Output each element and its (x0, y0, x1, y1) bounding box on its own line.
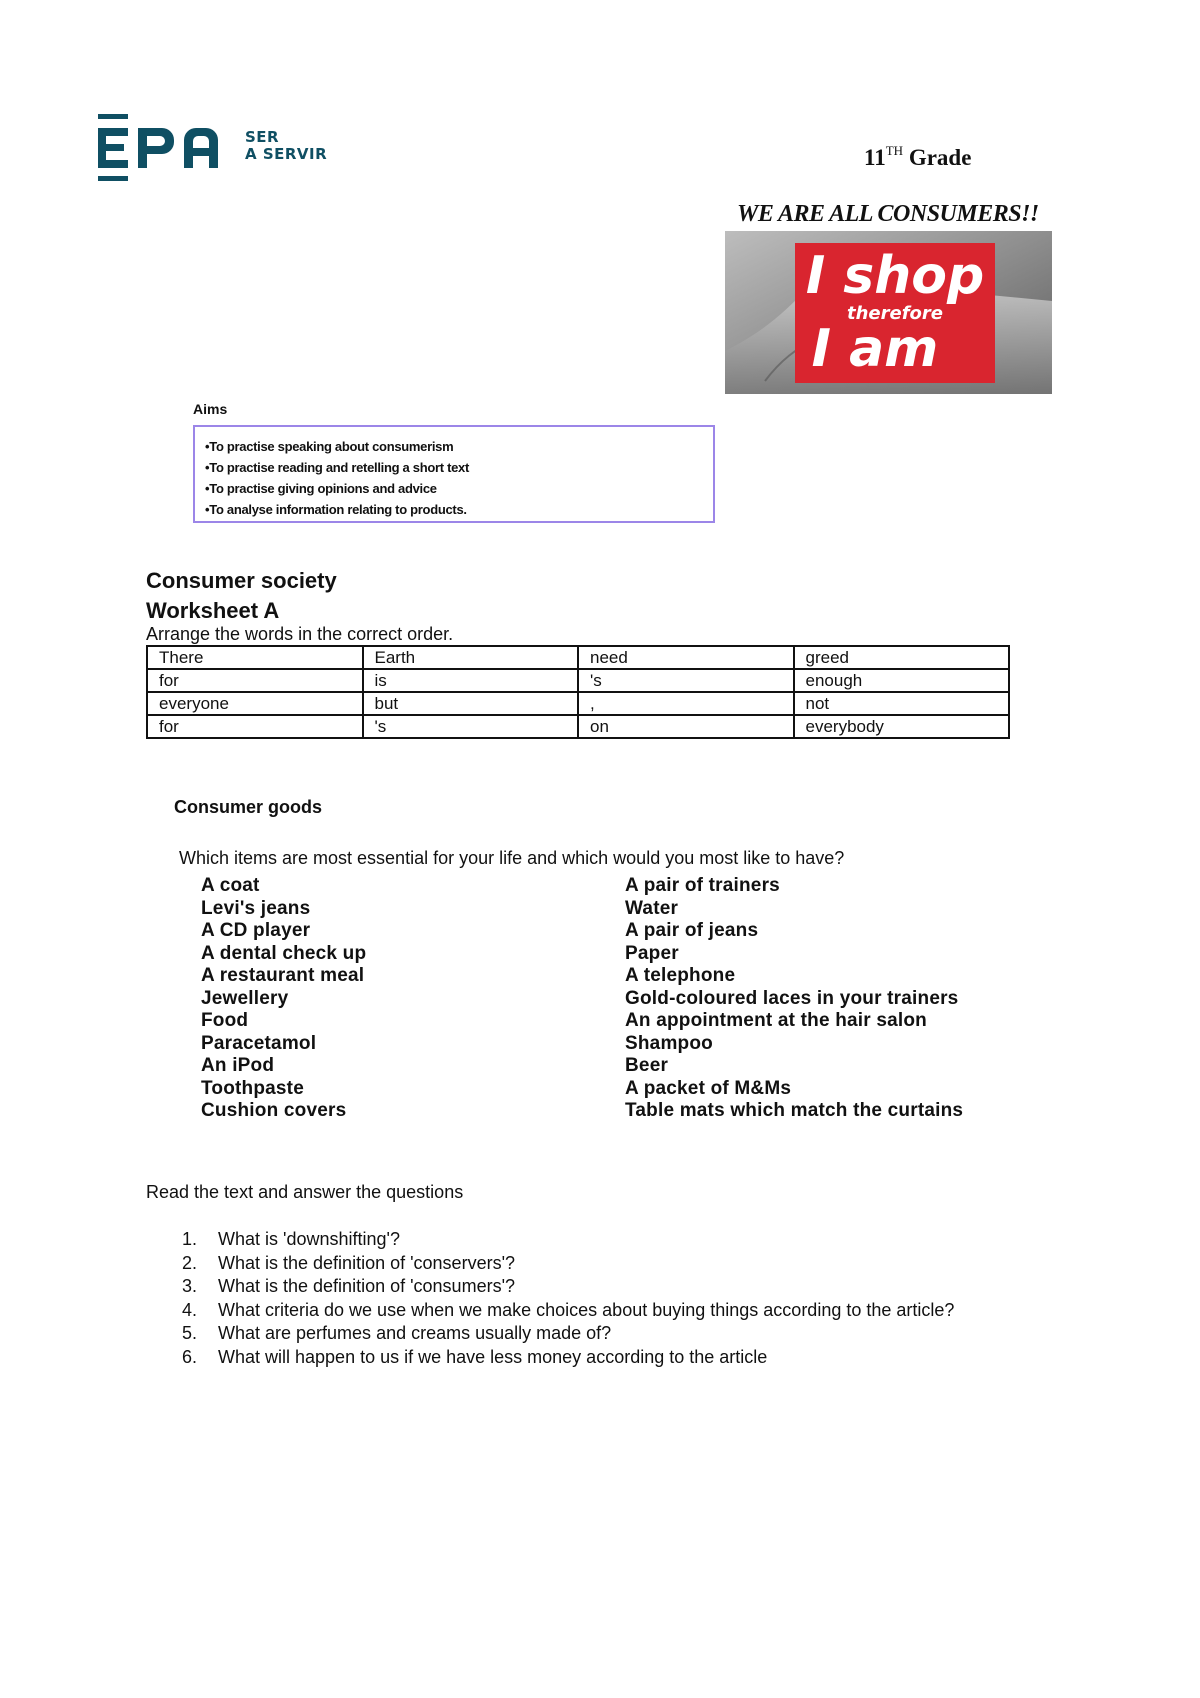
table-cell: enough (794, 669, 1010, 692)
table-cell: not (794, 692, 1010, 715)
list-item: A dental check up (201, 942, 367, 964)
question-text: What are perfumes and creams usually made of? (218, 1323, 612, 1343)
worksheet-heading (146, 566, 337, 626)
question-text: What criteria do we use when we make choices about buying things according to the article? (218, 1299, 955, 1320)
consumer-goods-question: Which items are most essential for your life and which would you most like to have? (179, 848, 845, 868)
aims-title: Aims (193, 401, 228, 417)
aims-list (195, 427, 713, 520)
list-item: Paracetamol (201, 1032, 317, 1054)
question-text: What is the definition of 'consumers'? (218, 1276, 516, 1296)
i-shop-therefore-i-am-image (725, 231, 1052, 394)
grade-word: Grade (908, 145, 972, 170)
worksheet-subtitle: Worksheet A (146, 598, 280, 623)
shop-text-line-1: I shop (805, 246, 985, 306)
question-item: 2. What is the definition of 'conservers'? (182, 1252, 516, 1273)
goods-list-left (201, 875, 366, 1123)
logo-tagline (245, 129, 327, 163)
table-cell: There (147, 646, 363, 669)
list-item: Food (201, 1010, 249, 1031)
tagline-line-1: SER (245, 128, 280, 146)
grade-number: 11 (864, 145, 886, 170)
table-cell: need (578, 646, 794, 669)
list-item: A CD player (201, 920, 311, 941)
list-item: A restaurant meal (201, 965, 365, 986)
word-order-table (146, 645, 1010, 739)
question-item: 1. What is 'downshifting'? (182, 1229, 400, 1249)
table-cell: Earth (363, 646, 579, 669)
question-item: 5. What are perfumes and creams usually made of? (182, 1323, 612, 1343)
table-row (147, 669, 1009, 692)
question-text: What will happen to us if we have less money according to the article (218, 1346, 768, 1367)
list-item: Shampoo (625, 1032, 713, 1054)
table-cell: , (578, 692, 794, 715)
table-cell: for (147, 715, 363, 738)
table-cell: 's (578, 669, 794, 692)
list-item: Toothpaste (201, 1077, 304, 1099)
question-item: 6. What will happen to us if we have less money according to the article (182, 1346, 768, 1367)
table-cell: 's (363, 715, 579, 738)
question-item: 4. What criteria do we use when we make choices about buying things according to the article? (182, 1299, 955, 1320)
question-text: What is the definition of 'conservers'? (218, 1252, 516, 1273)
list-item: A packet of M&Ms (625, 1077, 792, 1099)
list-item: Levi's jeans (201, 897, 311, 919)
table-row (147, 646, 1009, 669)
table-cell: but (363, 692, 579, 715)
list-item: A telephone (625, 965, 736, 986)
list-item: A coat (201, 875, 260, 896)
consumer-goods-title: Consumer goods (174, 797, 323, 817)
tagline-line-2: A SERVIR (245, 145, 328, 163)
shop-text-line-2: therefore (847, 303, 943, 324)
table-cell: for (147, 669, 363, 692)
table-row (147, 715, 1009, 738)
list-item: Table mats which match the curtains (625, 1100, 964, 1121)
slogan: WE ARE ALL CONSUMERS!! (737, 201, 1039, 227)
table-cell: everybody (794, 715, 1010, 738)
table-cell: is (363, 669, 579, 692)
reading-instruction: Read the text and answer the questions (146, 1182, 464, 1202)
epa-logo (98, 110, 378, 185)
list-item: Cushion covers (201, 1100, 347, 1121)
table-cell: greed (794, 646, 1010, 669)
table-cell: on (578, 715, 794, 738)
list-item: An appointment at the hair salon (625, 1010, 927, 1031)
list-item: An iPod (201, 1055, 275, 1076)
shop-text-line-3: I am (811, 319, 939, 379)
question-item: 3. What is the definition of 'consumers'? (182, 1276, 516, 1296)
aims-item: • To practise giving opinions and advice (205, 478, 713, 499)
list-item: Jewellery (201, 987, 289, 1009)
list-item: Paper (625, 942, 679, 964)
worksheet-title: Consumer society (146, 568, 337, 593)
worksheet-instruction: Arrange the words in the correct order. (146, 624, 454, 644)
aims-box (193, 425, 715, 523)
aims-item: • To practise reading and retelling a short text (205, 457, 713, 478)
aims-item: • To practise speaking about consumerism (205, 436, 713, 457)
table-row (147, 692, 1009, 715)
list-item: A pair of trainers (625, 875, 780, 896)
goods-list-right (625, 875, 963, 1123)
list-item: Gold-coloured laces in your trainers (625, 987, 959, 1009)
list-item: A pair of jeans (625, 920, 759, 941)
list-item: Water (625, 897, 679, 919)
table-cell: everyone (147, 692, 363, 715)
aims-item: • To analyse information relating to products. (205, 499, 713, 520)
question-text: What is 'downshifting'? (218, 1229, 400, 1249)
grade-suffix: TH (885, 143, 904, 158)
grade-label (864, 145, 971, 171)
questions-list (146, 1228, 954, 1369)
list-item: Beer (625, 1055, 669, 1076)
